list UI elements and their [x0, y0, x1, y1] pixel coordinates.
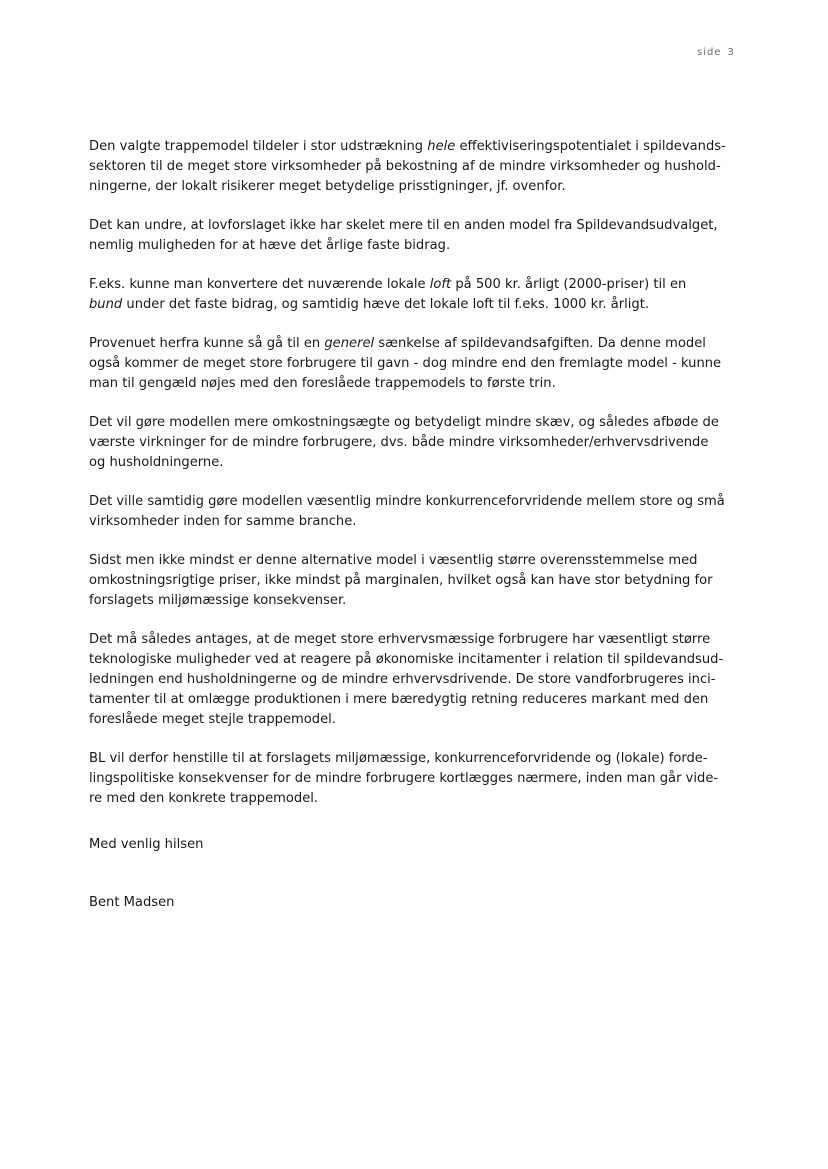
text-line [89, 433, 749, 453]
text-run: F.eks. kunne man konvertere det nuværende lokale [89, 277, 430, 292]
page-number-value: 3 [727, 47, 735, 58]
text-line [89, 453, 749, 473]
text-run: nemlig muligheden for at hæve det årlige faste bidrag. [89, 238, 451, 253]
emphasized-word: hele [427, 139, 456, 154]
text-run: forslagets miljømæssige konsekvenser. [89, 593, 347, 608]
paragraph-2 [89, 216, 749, 256]
text-run: under det faste bidrag, og samtidig hæve det lokale loft til f.eks. 1000 kr. årligt. [122, 297, 649, 312]
text-line [89, 591, 749, 611]
letter-body [89, 137, 749, 913]
text-run: omkostningsrigtige priser, ikke mindst på marginalen, hvilket også kan have stor betydning for [89, 573, 713, 588]
text-run: Den valgte trappemodel tildeler i stor udstrækning [89, 139, 428, 154]
text-line [89, 670, 749, 690]
paragraph-3 [89, 275, 749, 315]
text-line [89, 334, 749, 354]
text-line [89, 295, 749, 315]
text-line [89, 551, 749, 571]
text-run: lingspolitiske konsekvenser for de mindre forbrugere kortlægges nærmere, inden man går vide- [89, 771, 719, 786]
text-run: også kommer de meget store forbrugere til gavn - dog mindre end den fremlagte model - kunne [89, 356, 722, 371]
text-run: Sidst men ikke mindst er denne alternative model i væsentlig større overensstemmelse med [89, 553, 698, 568]
text-line [89, 492, 749, 512]
text-run: effektiviseringspotentialet i spildevands- [455, 139, 726, 154]
closing-salutation: Med venlig hilsen [89, 837, 204, 852]
paragraph-list [89, 137, 749, 809]
text-run: virksomheder inden for samme branche. [89, 514, 357, 529]
text-run: ledningen end husholdningerne og de mindre erhvervsdrivende. De store vandforbrugeres inci- [89, 672, 716, 687]
emphasized-word: generel [324, 336, 375, 351]
text-run: tamenter til at omlægge produktionen i mere bæredygtig retning reduceres markant med den [89, 692, 709, 707]
text-line [89, 413, 749, 433]
text-run: sektoren til de meget store virksomheder på bekostning af de mindre virksomheder og hushold- [89, 159, 721, 174]
text-line [89, 216, 749, 236]
text-line [89, 749, 749, 769]
text-run: Det ville samtidig gøre modellen væsentlig mindre konkurrenceforvridende mellem store og små [89, 494, 725, 509]
paragraph-5 [89, 413, 749, 473]
text-run: ningerne, der lokalt risikerer meget betydelige prisstigninger, jf. ovenfor. [89, 179, 566, 194]
text-line [89, 769, 749, 789]
text-line [89, 630, 749, 650]
text-line [89, 789, 749, 809]
text-run: man til gengæld nøjes med den foreslåede trappemodels to første trin. [89, 376, 556, 391]
text-line [89, 236, 749, 256]
text-run: re med den konkrete trappemodel. [89, 791, 319, 806]
paragraph-7 [89, 551, 749, 611]
text-line [89, 650, 749, 670]
page-label: side [697, 47, 722, 58]
text-line [89, 512, 749, 532]
emphasized-word: loft [429, 277, 452, 292]
text-run: værste virkninger for de mindre forbrugere, dvs. både mindre virksomheder/erhvervsdrivende [89, 435, 709, 450]
text-run: Det må således antages, at de meget store erhvervsmæssige forbrugere har væsentligt større [89, 632, 711, 647]
text-run: Det vil gøre modellen mere omkostningsægte og betydeligt mindre skæv, og således afbøde de [89, 415, 719, 430]
paragraph-6 [89, 492, 749, 532]
text-line [89, 177, 749, 197]
text-line [89, 354, 749, 374]
page-number [697, 47, 735, 58]
text-run: teknologiske muligheder ved at reagere på økonomiske incitamenter i relation til spildevandsud- [89, 652, 724, 667]
signature-name: Bent Madsen [89, 895, 175, 910]
text-run: Provenuet herfra kunne så gå til en [89, 336, 325, 351]
paragraph-4 [89, 334, 749, 394]
text-line [89, 374, 749, 394]
paragraph-1 [89, 137, 749, 197]
text-run: sænkelse af spildevandsafgiften. Da denne model [374, 336, 706, 351]
paragraph-8 [89, 630, 749, 730]
text-run: foreslåede meget stejle trappemodel. [89, 712, 336, 727]
text-run: og husholdningerne. [89, 455, 224, 470]
text-line [89, 710, 749, 730]
emphasized-word: bund [89, 297, 123, 312]
text-run: på 500 kr. årligt (2000-priser) til en [451, 277, 687, 292]
paragraph-9 [89, 749, 749, 809]
text-line [89, 157, 749, 177]
text-line [89, 571, 749, 591]
text-line [89, 690, 749, 710]
text-line [89, 275, 749, 295]
text-run: Det kan undre, at lovforslaget ikke har skelet mere til en anden model fra Spildevandsudvalget, [89, 218, 718, 233]
text-run: BL vil derfor henstille til at forslagets miljømæssige, konkurrenceforvridende og (lokale) forde- [89, 751, 708, 766]
text-line [89, 137, 749, 157]
